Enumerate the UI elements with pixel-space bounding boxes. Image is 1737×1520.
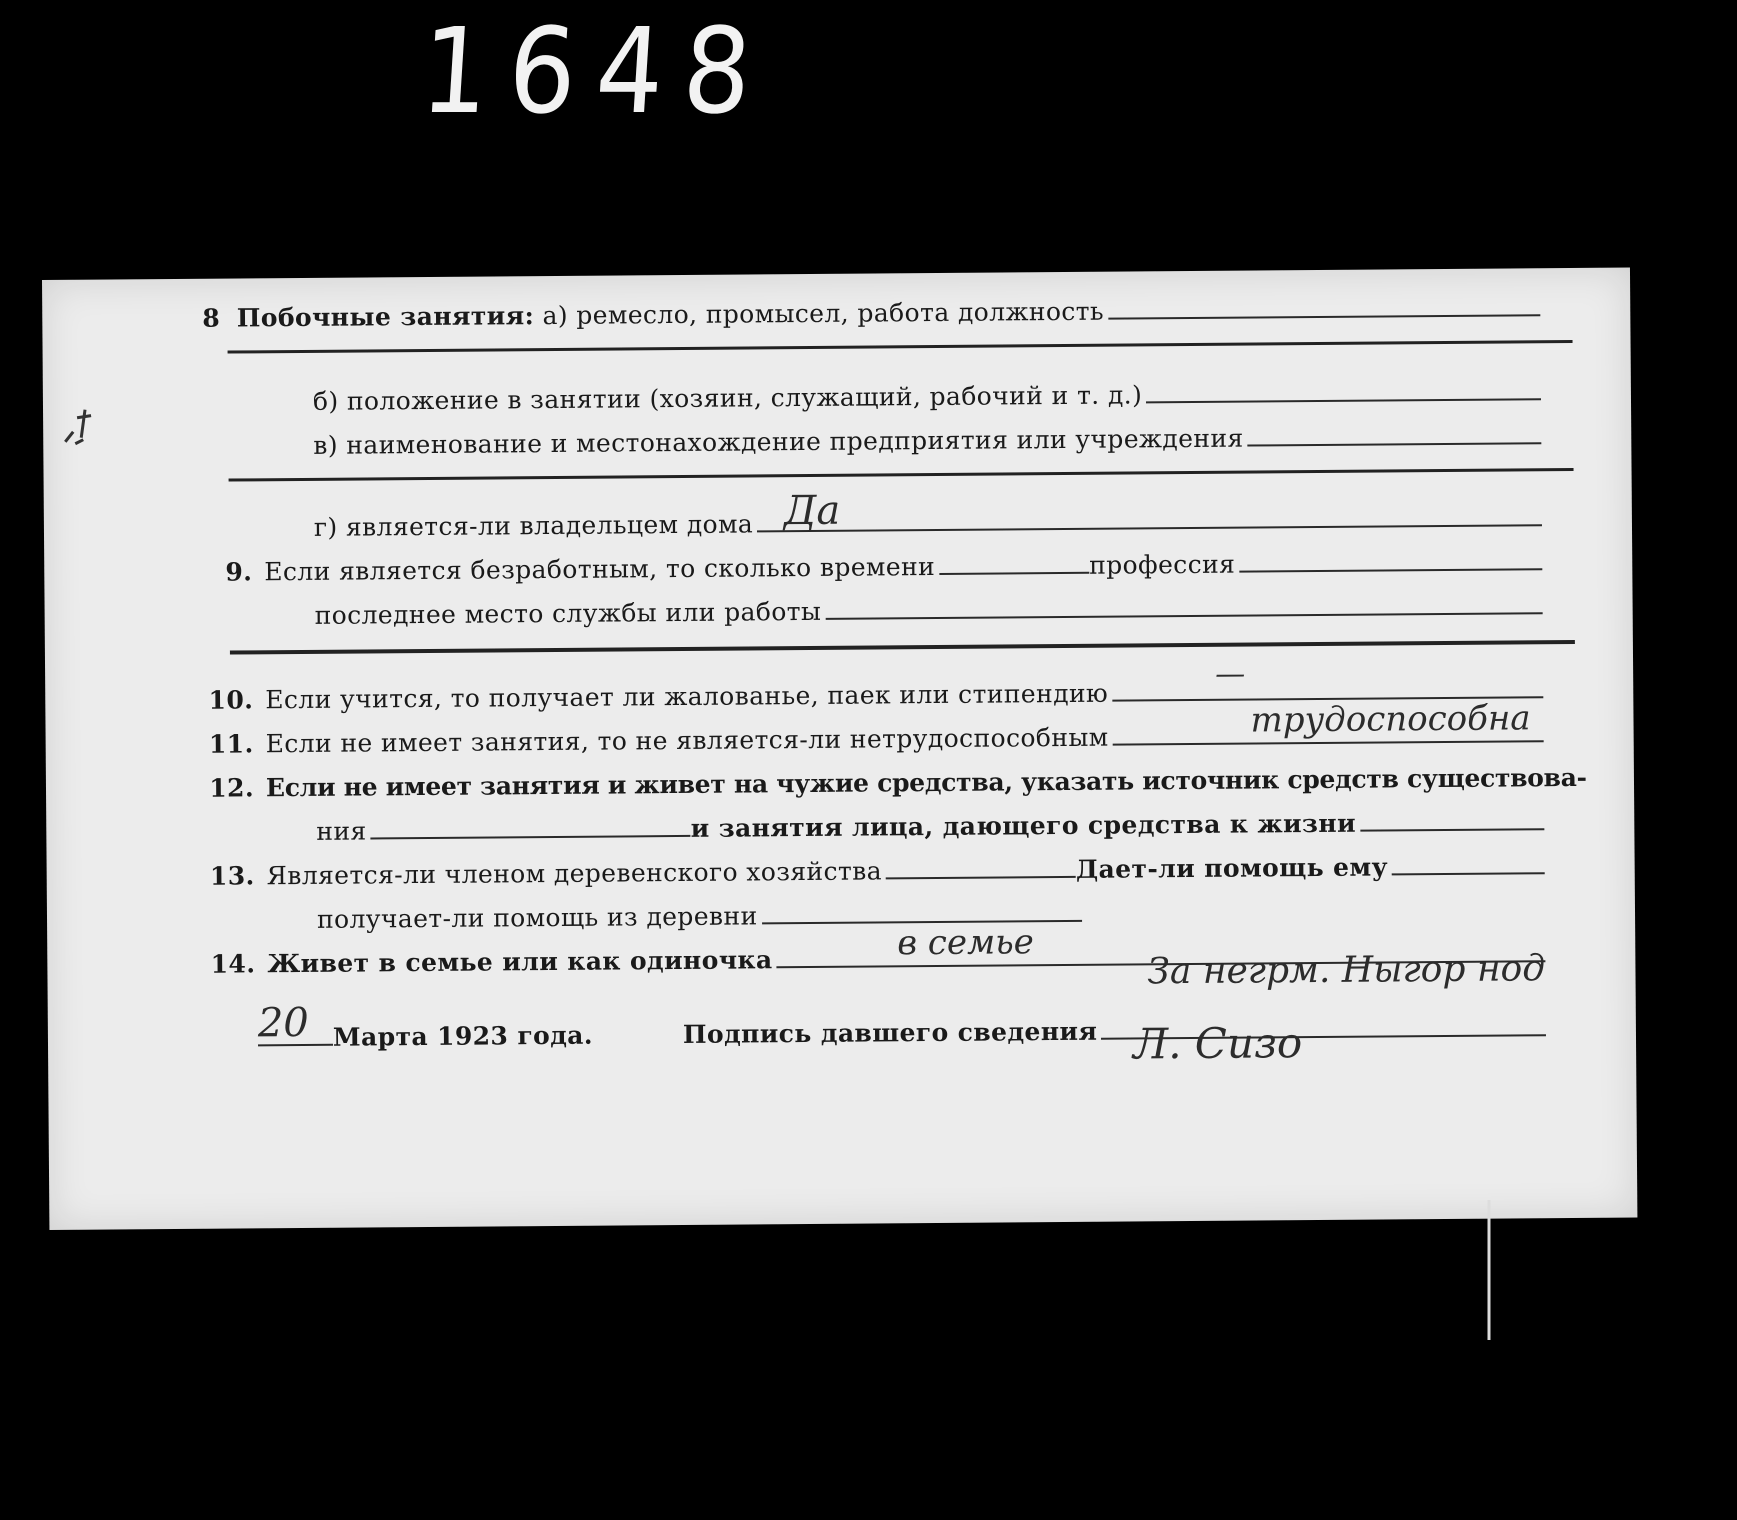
item-12-text: Если не имеет занятия и живет на чужие средства, указать источник средств существова- [265, 762, 1587, 803]
item-13-receives: получает-ли помощь из деревни [316, 901, 758, 934]
item-8-g-answer: Да [783, 487, 841, 535]
section-divider [230, 640, 1575, 655]
item-9-last-place: последнее место службы или работы [314, 596, 822, 630]
item-10-answer: — [1214, 656, 1246, 692]
item-13-help: Дает-ли помощь ему [1075, 852, 1389, 884]
item-9-last-place-fill [825, 608, 1542, 620]
item-12-cont-a: ния [316, 816, 367, 846]
signature-label: Подпись давшего сведения [682, 1016, 1098, 1049]
item-9-time-fill [939, 568, 1089, 575]
item-8-label: Побочные занятия: [236, 301, 535, 333]
item-8-a-row [42, 278, 1630, 334]
item-11-text: Если не имеет занятия, то не является-ли нетрудоспособным [265, 722, 1109, 759]
item-13-help-fill [1392, 868, 1545, 875]
item-8-v-extra-rule [229, 468, 1574, 482]
census-card [42, 268, 1637, 1230]
margin-pencil-mark [55, 408, 99, 448]
item-14-answer: в семье [897, 922, 1034, 964]
item-10-number: 10. [208, 685, 254, 715]
signature-line-1: За негрм. Ныгор нод [1147, 948, 1546, 993]
item-8-v-text: в) наименование и местонахождение предприятия или учреждения [313, 423, 1244, 460]
item-9-profession: профессия [1089, 549, 1236, 580]
frame-number: 1648 [416, 2, 776, 140]
item-8-b-text: б) положение в занятии (хозяин, служащий, рабочий и т. д.) [312, 380, 1143, 416]
item-8-v-fill [1248, 438, 1542, 446]
item-14-number: 14. [210, 949, 256, 979]
item-8-b-fill [1146, 394, 1541, 403]
signature-line-2: Л. Сизо [1132, 1018, 1303, 1069]
item-12-source-fill [371, 831, 691, 840]
item-9-text: Если является безработным, то сколько времени [264, 551, 936, 587]
item-13-text: Является-ли членом деревенского хозяйства [266, 856, 883, 891]
item-12-cont-b: и занятия лица, дающего средства к жизни [690, 808, 1357, 843]
item-8-a-extra-rule [228, 340, 1573, 354]
item-11-number: 11. [208, 729, 254, 759]
item-8-g-text: г) является-ли владельцем дома [313, 509, 754, 542]
item-10-text: Если учится, то получает ли жалованье, паек или стипендию [265, 678, 1109, 715]
item-8-number: 8 [202, 303, 221, 333]
item-13-number: 13. [209, 861, 255, 891]
item-9-number: 9. [225, 557, 253, 587]
item-8-a-text: а) ремесло, промысел, работа должность [542, 296, 1105, 331]
item-13-member-fill [886, 872, 1076, 879]
date-text: Марта 1923 года. [332, 1020, 594, 1052]
film-scratch [1486, 1200, 1492, 1340]
item-8-a-fill [1108, 310, 1540, 319]
item-12-occupation-fill [1360, 824, 1544, 831]
item-9-profession-fill [1239, 564, 1542, 572]
item-14-text: Живет в семье или как одиночка [267, 945, 773, 979]
item-8-g-fill [757, 520, 1542, 532]
date-day: 20 [257, 999, 309, 1047]
item-12-number: 12. [209, 773, 255, 803]
item-11-answer: трудоспособна [1250, 698, 1531, 741]
